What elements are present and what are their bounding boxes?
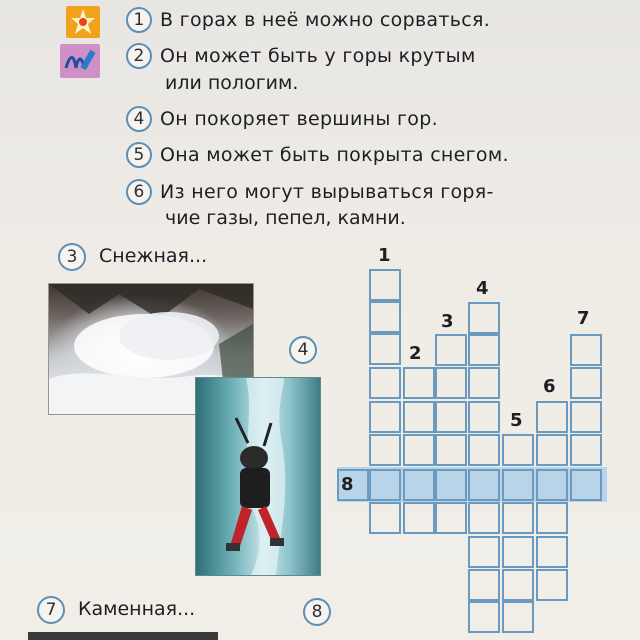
clue-6-continuation: чие газы, пепел, камни. xyxy=(165,207,406,229)
picture-number-7: 7 xyxy=(37,596,65,624)
crossword-cell[interactable] xyxy=(369,502,401,534)
clue-text: В горах в неё можно сорваться. xyxy=(160,9,491,31)
crossword-cell[interactable] xyxy=(435,469,467,501)
clue-number: 5 xyxy=(126,142,152,168)
crossword-cell[interactable] xyxy=(369,333,401,365)
clue-number: 2 xyxy=(126,43,152,69)
crossword-cell[interactable] xyxy=(435,434,467,466)
clue-text: Из него могут вырываться горя- xyxy=(160,181,494,203)
crossword-cell[interactable] xyxy=(502,569,534,601)
crossword-cell[interactable] xyxy=(435,334,467,366)
crossword-cell[interactable] xyxy=(369,301,401,333)
clue-2-continuation: или пологим. xyxy=(165,72,299,94)
crossword-cell[interactable] xyxy=(502,434,534,466)
picture-number-3: 3 xyxy=(58,243,86,271)
crossword-cell[interactable] xyxy=(468,569,500,601)
crossword-cell[interactable] xyxy=(502,502,534,534)
grid-number-7: 7 xyxy=(577,308,590,329)
clue-text: Он может быть у горы крутым xyxy=(160,45,476,67)
crossword-cell[interactable] xyxy=(536,569,568,601)
crossword-cell[interactable] xyxy=(536,469,568,501)
crossword-cell[interactable] xyxy=(570,434,602,466)
crossword-cell[interactable] xyxy=(369,367,401,399)
crossword-cell[interactable] xyxy=(536,502,568,534)
grid-number-6: 6 xyxy=(543,376,556,397)
crossword-cell[interactable] xyxy=(435,502,467,534)
crossword-cell[interactable] xyxy=(403,367,435,399)
grid-number-3: 3 xyxy=(441,311,454,332)
crossword-cell[interactable] xyxy=(468,469,500,501)
crossword-cell[interactable] xyxy=(536,536,568,568)
crossword-cell[interactable] xyxy=(570,367,602,399)
crossword-cell[interactable] xyxy=(468,367,500,399)
picture-label-rock: Каменная... xyxy=(78,598,196,620)
crossword-cell[interactable] xyxy=(502,536,534,568)
grid-number-2: 2 xyxy=(409,343,422,364)
crossword-cell[interactable] xyxy=(468,401,500,433)
clue-text: Он покоряет вершины гор. xyxy=(160,108,438,130)
crossword-cell[interactable] xyxy=(369,434,401,466)
crossword-cell[interactable] xyxy=(468,302,500,334)
clue-number: 6 xyxy=(126,179,152,205)
crossword-cell[interactable] xyxy=(468,334,500,366)
grid-number-5: 5 xyxy=(510,410,523,431)
clue-number: 4 xyxy=(126,106,152,132)
crossword-cell[interactable] xyxy=(570,401,602,433)
picture-number-4: 4 xyxy=(289,336,317,364)
crossword-cell[interactable] xyxy=(502,601,534,633)
crossword-cell[interactable] xyxy=(570,334,602,366)
crossword-cell[interactable] xyxy=(435,367,467,399)
grid-number-1: 1 xyxy=(378,245,391,266)
picture-number-8: 8 xyxy=(303,598,331,626)
crossword-cell[interactable] xyxy=(369,401,401,433)
crossword-cell[interactable] xyxy=(403,434,435,466)
crossword-cell[interactable] xyxy=(403,401,435,433)
crossword-cell[interactable] xyxy=(369,469,401,501)
crossword-cell[interactable] xyxy=(468,434,500,466)
crossword-cell[interactable] xyxy=(468,601,500,633)
crossword-cell[interactable] xyxy=(570,469,602,501)
grid-number-4: 4 xyxy=(476,278,489,299)
crossword-cell[interactable] xyxy=(468,502,500,534)
crossword-cell[interactable] xyxy=(369,269,401,301)
crossword-cell[interactable] xyxy=(435,401,467,433)
crossword-cell[interactable] xyxy=(403,469,435,501)
grid-number-8: 8 xyxy=(341,474,354,495)
crossword-cell[interactable] xyxy=(502,469,534,501)
crossword-cell[interactable] xyxy=(536,401,568,433)
clue-text: Она может быть покрыта снегом. xyxy=(160,144,509,166)
clue-number: 1 xyxy=(126,7,152,33)
crossword-cell[interactable] xyxy=(468,536,500,568)
crossword-cell[interactable] xyxy=(403,502,435,534)
picture-label-avalanche: Снежная... xyxy=(99,245,208,267)
crossword-cell[interactable] xyxy=(536,434,568,466)
